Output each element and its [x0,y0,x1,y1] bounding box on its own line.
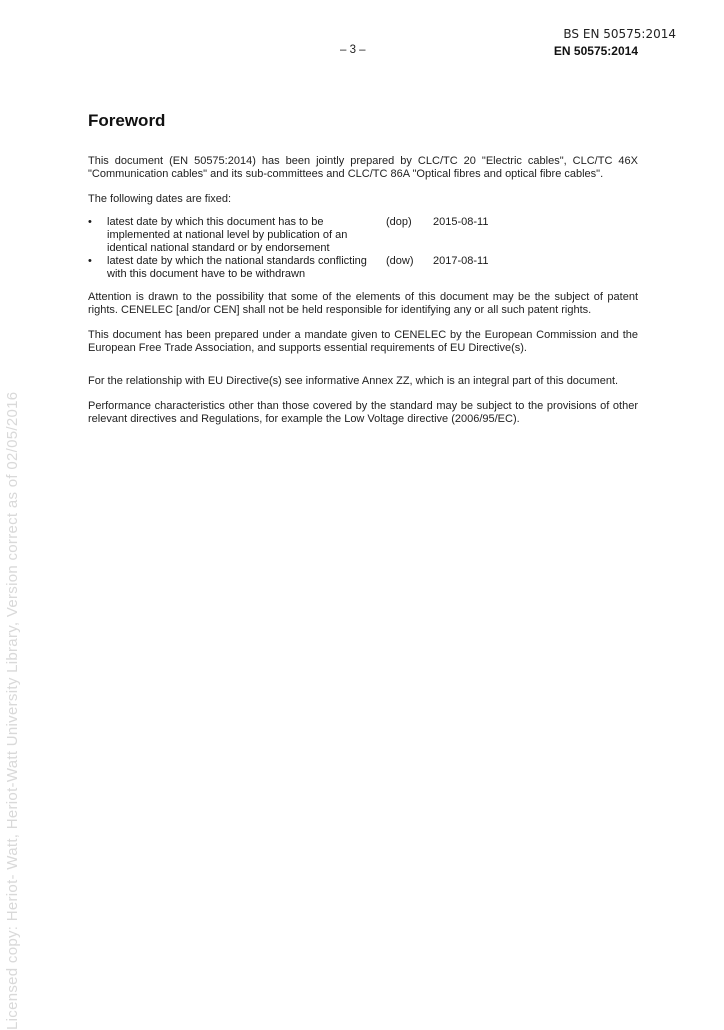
relationship-paragraph: For the relationship with EU Directive(s) see informative Annex ZZ, which is an integral part of this document. [88,375,619,387]
patent-paragraph: Attention is drawn to the possibility that some of the elements of this document may be the subject of patent rights. CENELEC [and/or CEN] shall not be held responsible for identifying any or all such patent rights. [88,291,638,316]
mandate-paragraph: This document has been prepared under a mandate given to CENELEC by the European Commission and the European Free Trade Association, and supports essential requirements of EU Directive(s). [88,329,638,354]
date-value: 2015-08-11 [433,216,489,228]
dates-list [88,216,638,281]
bullet-point: • [88,255,92,267]
date-code: (dop) [386,216,412,228]
header-standard-number: EN 50575:2014 [553,44,638,58]
intro-paragraph: This document (EN 50575:2014) has been jointly prepared by CLC/TC 20 "Electric cables", CLC/TC 46X "Communication cables" and its sub-committees and CLC/TC 86A "Optical fibres and optical fibre cables". [88,155,638,180]
dates-intro: The following dates are fixed: [88,193,232,205]
page-number: – 3 – [340,44,366,56]
bullet-point: • [88,216,92,228]
date-description: latest date by which the national standards conflicting with this document have to be withdrawn [107,255,367,280]
header-document-id: BS EN 50575:2014 [563,27,676,41]
performance-paragraph: Performance characteristics other than those covered by the standard may be subject to the provisions of other relevant directives and Regulations, for example the Low Voltage directive (2006/95/EC). [88,400,638,425]
list-item [88,216,638,255]
date-code: (dow) [386,255,414,267]
foreword-title: Foreword [88,111,166,130]
foreword-section [88,111,638,438]
date-description: latest date by which this document has to be implemented at national level by publication of an identical national standard or by endorsement [107,216,348,254]
list-item [88,255,638,281]
date-value: 2017-08-11 [433,255,489,267]
license-watermark: Licensed copy: Heriot- Watt, Heriot-Watt University Library, Version correct as of 02/05/2016 [4,391,21,1030]
